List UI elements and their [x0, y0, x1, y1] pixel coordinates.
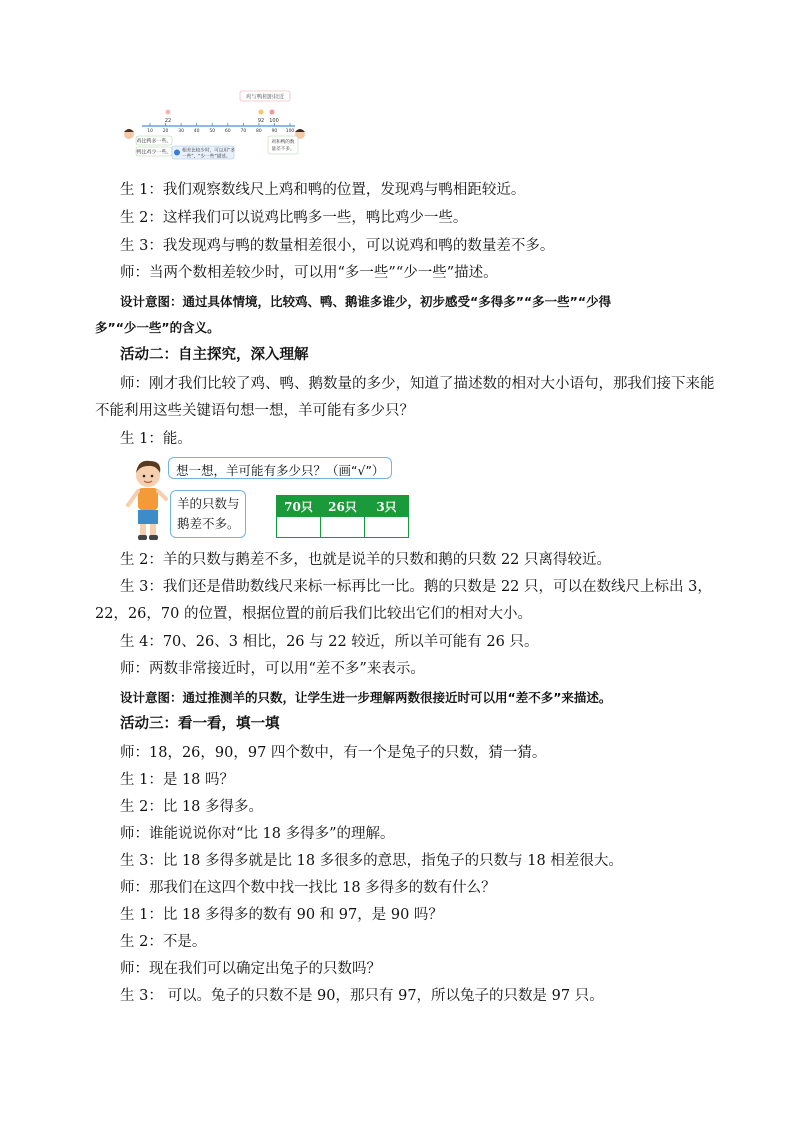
- line-8: 师：刚才我们比较了鸡、鸭、鹅数量的多少，知道了描述数的相对大小语句，那我们接下来能: [120, 376, 715, 392]
- number-line-illustration: [120, 88, 310, 160]
- line-13: 22，26，70 的位置，根据位置的前后我们比较出它们的相对大小。: [95, 606, 532, 622]
- prompt-text: 想一想，羊可能有多少只？（画“√”）: [176, 463, 385, 478]
- tick-label: 80: [256, 129, 262, 134]
- line-21: 师：谁能说说你对“比 18 多得多”的理解。: [120, 826, 395, 842]
- design-intent-2: 设计意图：通过推测羊的只数，让学生进一步理解两数很接近时可以用“差不多”来描述。: [120, 690, 612, 705]
- line-23: 师：那我们在这四个数中找一找比 18 多得多的数有什么？: [120, 880, 496, 896]
- line-1: 生 1：我们观察数线尺上鸡和鸭的位置，发现鸡与鸭相距较近。: [120, 182, 526, 198]
- tick-label: 90: [271, 129, 278, 134]
- bubble-line-1: 羊的只数与: [177, 496, 240, 511]
- duck-marker-icon: [166, 110, 171, 115]
- figure1-title: 鸡与鸭相距较近: [245, 94, 285, 101]
- line-10: 生 1：能。: [120, 431, 192, 447]
- tick-label: 10: [147, 129, 153, 134]
- mark-92: 92: [257, 118, 265, 124]
- speech-bubble: [170, 490, 246, 538]
- tick-label: 40: [193, 129, 200, 134]
- line-15: 师：两数非常接近时，可以用“差不多”来表示。: [120, 661, 425, 677]
- line-18: 师：18，26，90，97 四个数中，有一个是兔子的只数，猜一猜。: [120, 745, 547, 761]
- line-14: 生 4：70、26、3 相比，26 与 22 较近，所以羊可能有 26 只。: [120, 634, 539, 650]
- line-25: 生 2：不是。: [120, 934, 207, 950]
- right-bubble-2: 量差不多。: [271, 147, 295, 152]
- option-3: 3只: [365, 496, 409, 517]
- checkbox-cell-70[interactable]: [277, 517, 321, 538]
- goose-marker-icon: [270, 110, 275, 115]
- number-line-figure: [120, 88, 310, 160]
- mark-100: 100: [269, 118, 279, 124]
- line-12: 生 3：我们还是借助数线尺来标一标再比一比。鹅的只数是 22 只，可以在数线尺上标出 3，: [120, 579, 712, 595]
- note-line-2: 一些”、“少一些”描述。: [182, 154, 231, 160]
- tick-label: 60: [224, 129, 231, 134]
- line-24: 生 1：比 18 多得多的数有 90 和 97，是 90 吗？: [120, 907, 443, 923]
- boy-illustration-icon: [122, 455, 172, 543]
- line-27: 生 3： 可以。兔子的只数不是 90，那只有 97，所以兔子的只数是 97 只。: [120, 988, 604, 1004]
- line-26: 师：现在我们可以确定出兔子的只数吗？: [120, 961, 381, 977]
- note-line-1: 相差比较少时，可以用“多: [182, 148, 235, 154]
- checkbox-cell-3[interactable]: [365, 517, 409, 538]
- activity-three-heading: 活动三：看一看，填一填: [120, 715, 280, 732]
- tick-label: 70: [240, 129, 247, 134]
- left-bubble-2: 鸭比鸡少一些。: [136, 149, 172, 156]
- right-bubble-1: 鸡和鸭的数: [271, 140, 295, 145]
- option-26: 26只: [321, 496, 365, 517]
- left-bubble-1: 鸡比鸭多一些。: [136, 138, 172, 145]
- checkbox-cell-26[interactable]: [321, 517, 365, 538]
- tick-label: 30: [178, 129, 184, 134]
- activity-two-heading: 活动二：自主探究，深入理解: [120, 346, 309, 363]
- line-3: 生 3：我发现鸡与鸭的数量相差很小，可以说鸡和鸭的数量差不多。: [120, 238, 555, 254]
- mark-22: 22: [164, 118, 172, 124]
- sheep-options-table: [276, 495, 409, 538]
- line-19: 生 1：是 18 吗？: [120, 772, 235, 788]
- tick-label: 50: [209, 129, 216, 134]
- line-4: 师：当两个数相差较少时，可以用“多一些”“少一些”描述。: [120, 265, 498, 281]
- design-intent-1b: 多”“少一些”的含义。: [95, 320, 220, 335]
- prompt-box: [168, 457, 392, 479]
- line-2: 生 2：这样我们可以说鸡比鸭多一些，鸭比鸡少一些。: [120, 210, 468, 226]
- design-intent-1a: 设计意图：通过具体情境，比较鸡、鸭、鹅谁多谁少，初步感受“多得多”“多一些”“少得: [120, 294, 612, 309]
- line-9: 不能利用这些关键语句想一想，羊可能有多少只？: [95, 403, 414, 419]
- line-20: 生 2：比 18 多得多。: [120, 799, 264, 815]
- tick-label: 100: [285, 129, 295, 134]
- line-11: 生 2：羊的只数与鹅差不多，也就是说羊的只数和鹅的只数 22 只离得较近。: [120, 552, 612, 568]
- tick-label: 20: [162, 129, 169, 134]
- line-22: 生 3：比 18 多得多就是比 18 多很多的意思，指兔子的只数与 18 相差很大。: [120, 853, 623, 869]
- bubble-line-2: 鹅差不多。: [177, 516, 240, 531]
- chicken-marker-icon: [259, 110, 264, 115]
- option-70: 70只: [277, 496, 321, 517]
